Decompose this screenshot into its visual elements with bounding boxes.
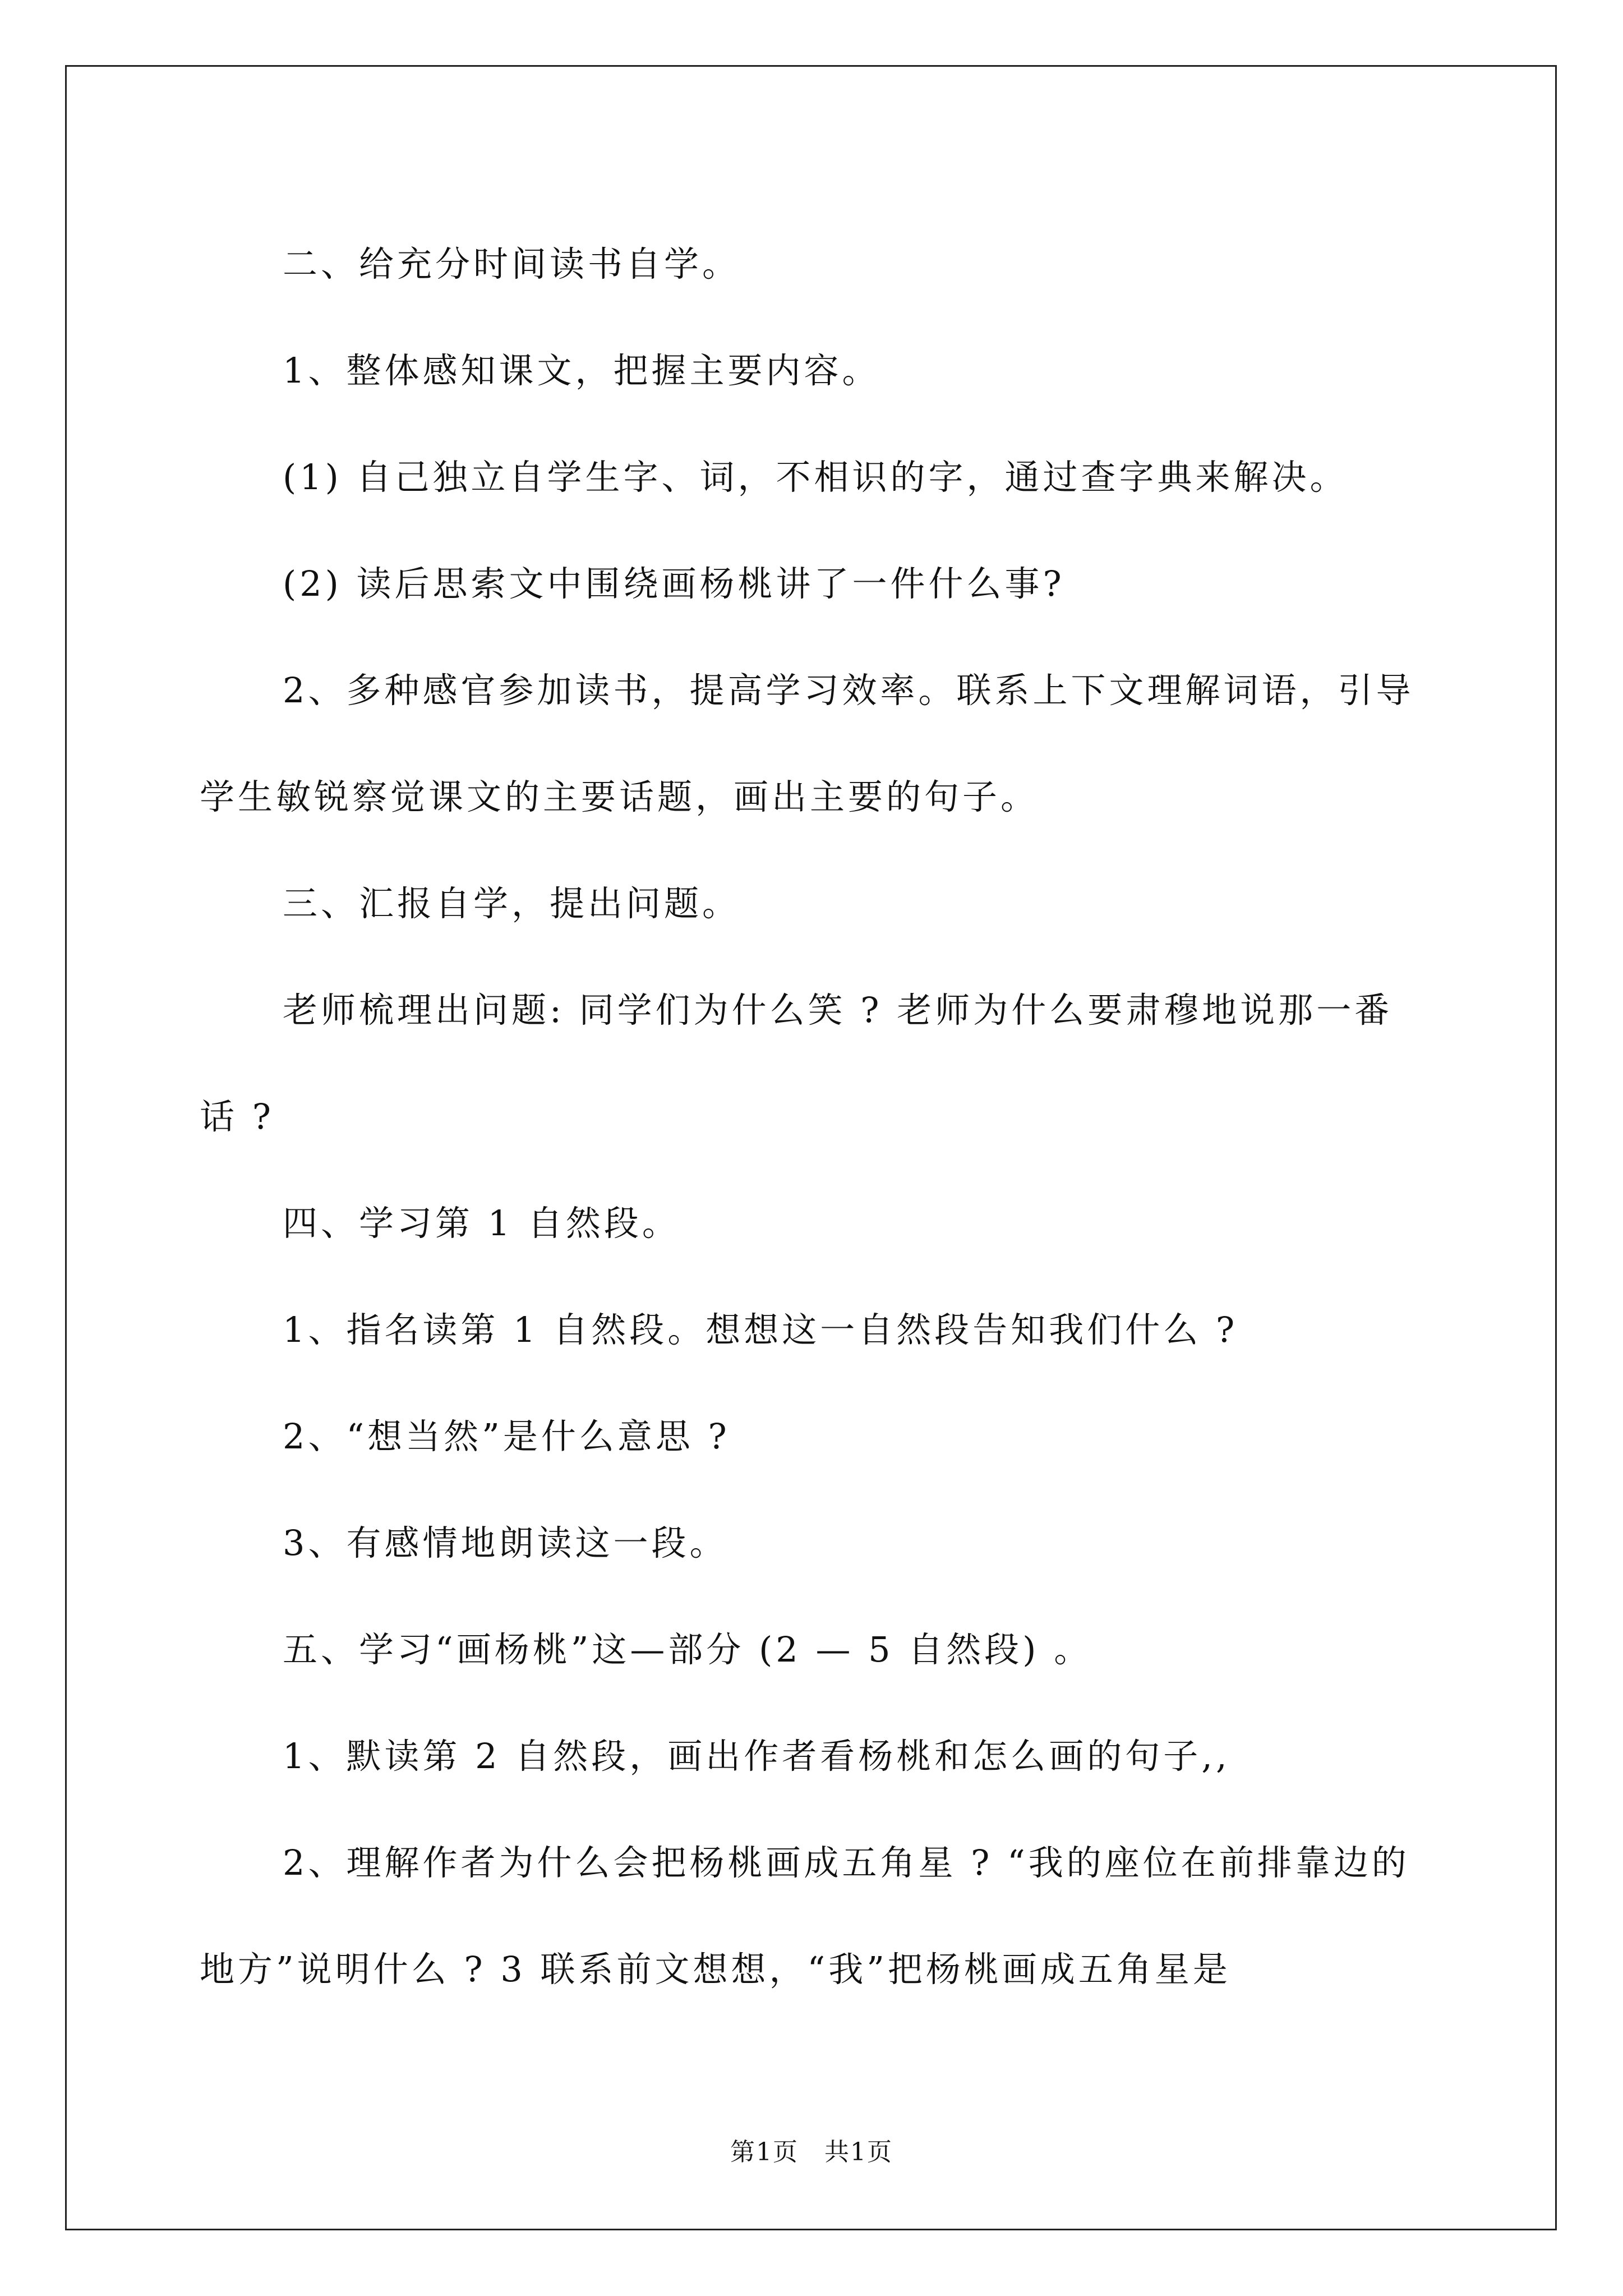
- paragraph: 三、汇报自学，提出问题。: [283, 883, 741, 924]
- paragraph: 2、“想当然”是什么意思 ?: [283, 1416, 730, 1457]
- paragraph: (2) 读后思索文中围绕画杨桃讲了一件什么事?: [283, 563, 1065, 604]
- document-body: [200, 211, 1424, 2023]
- paragraph: 1、默读第 2 自然段，画出作者看杨桃和怎么画的句子,,: [283, 1736, 1230, 1777]
- paragraph: (1) 自己独立自学生字、词，不相识的字，通过查字典来解决。: [283, 457, 1348, 498]
- paragraph: 老师梳理出问题: 同学们为什么笑 ? 老师为什么要肃穆地说那一番话 ?: [200, 990, 1393, 1137]
- paragraph: 四、学习第 1 自然段。: [283, 1203, 680, 1244]
- paragraph: 1、整体感知课文，把握主要内容。: [283, 350, 880, 391]
- paragraph: 二、给充分时间读书自学。: [283, 243, 741, 284]
- paragraph: 3、有感情地朗读这一段。: [283, 1522, 728, 1563]
- paragraph: 五、学习“画杨桃”这—部分 (2 — 5 自然段) 。: [283, 1629, 1092, 1670]
- page-footer: 第1页 共1页: [730, 2138, 893, 2166]
- paragraph: 2、理解作者为什么会把杨桃画成五角星 ? “我的座位在前排靠边的地方”说明什么 ? 3 联系前文想想，“我”把杨桃画成五角星是: [200, 1842, 1410, 1990]
- paragraph: 1、指名读第 1 自然段。想想这一自然段告知我们什么 ?: [283, 1309, 1238, 1350]
- paragraph: 2、多种感官参加读书，提高学习效率。联系上下文理解词语，引导学生敏锐察觉课文的主要话题，画出主要的句子。: [200, 670, 1414, 817]
